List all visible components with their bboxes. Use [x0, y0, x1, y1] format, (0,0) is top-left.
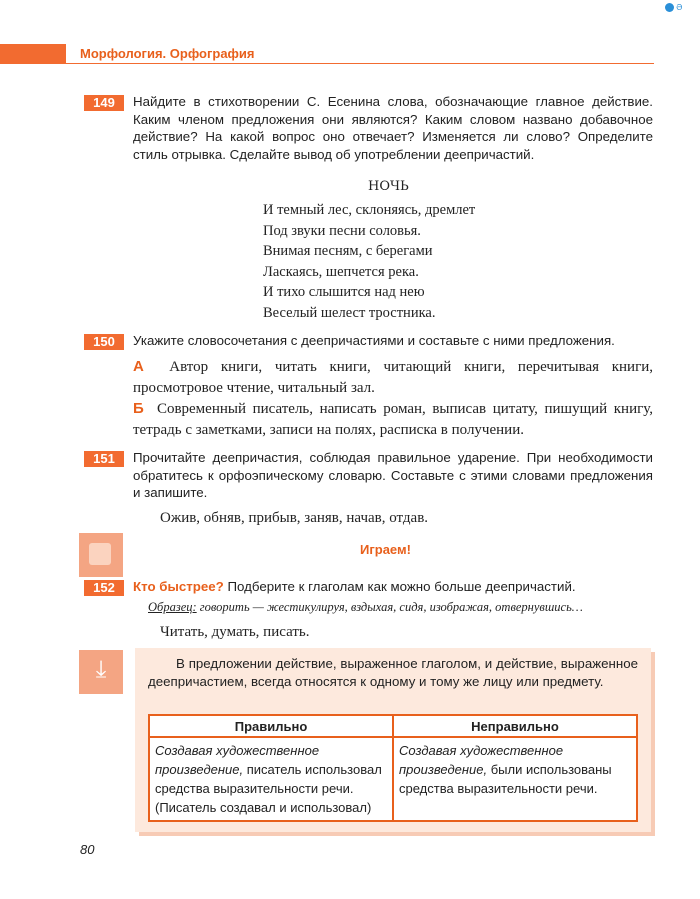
task-152-text: Кто быстрее? Подберите к глаголам как можно больше деепричастий.: [133, 579, 576, 594]
poem-line: И темный лес, склоняясь, дремлет: [263, 202, 476, 218]
task-number-149: 149: [84, 95, 124, 111]
sample-label: Образец:: [148, 600, 197, 614]
task-152-words: Читать, думать, писать.: [160, 624, 310, 640]
task-number-152: 152: [84, 580, 124, 596]
poem-line: Под звуки песни соловья.: [263, 222, 421, 239]
task-152-sample: Образец: говорить — жестикулируя, вздыхая, сидя, изображая, отвернувшись…: [148, 600, 583, 614]
variant-a-label: А: [133, 358, 144, 375]
poem: [263, 200, 475, 323]
variant-a-text: Автор книги, читать книги, читающий книги, перечитывая книги, просмотровое чтение, читальный зал.: [133, 359, 654, 396]
example-right: Создавая художественное произведение, писатель использовал средства выразительности речи. (Писатель создавал и использовал): [149, 737, 393, 821]
task-number-150: 150: [84, 334, 124, 350]
variant-b-label: Б: [133, 400, 144, 417]
task-150-a: [133, 356, 653, 399]
task-150-b: [133, 398, 653, 441]
rule-note-text: В предложении действие, выраженное глаголом, и действие, выраженное деепричастием, всегда относятся к одному и тому же лицу или предмету.: [148, 656, 638, 689]
rule-table: [148, 714, 638, 822]
game-title: Играем!: [360, 542, 411, 557]
col-header-wrong: Неправильно: [393, 715, 637, 737]
task-number-151: 151: [84, 451, 124, 467]
task-152-lead: Кто быстрее?: [133, 579, 224, 594]
task-151-text: Прочитайте деепричастия, соблюдая правильное ударение. При необходимости обратитесь к орфоэпическому словарю. Составьте с этими словами предложения и запишите.: [133, 450, 653, 500]
section-title: Морфология. Орфография: [80, 46, 255, 61]
task-150-text: Укажите словосочетания с деепричастиями и составьте с ними предложения.: [133, 333, 615, 348]
page-number: 80: [80, 842, 95, 857]
download-icon: ⤓: [79, 650, 123, 694]
header-bar: [0, 44, 66, 64]
poem-title: НОЧЬ: [368, 179, 409, 194]
poem-line: И тихо слышится над нею: [263, 284, 425, 300]
task-149-text: Найдите в стихотворении С. Есенина слова, обозначающие главное действие. Каким членом предложения они являются? Каким словом названо добавочное действие? На какой вопрос оно отвечает? Изменяется ли слово? Определите стиль отрывка. Сделайте вывод об употреблении деепричастий.: [133, 94, 653, 162]
puzzle-icon: [79, 533, 123, 577]
publisher-logo: Ә: [665, 3, 695, 17]
logo-icon: [665, 3, 674, 12]
header-rule: [66, 63, 654, 64]
example-wrong: Создавая художественное произведение, были использованы средства выразительности речи.: [393, 737, 637, 821]
task-151-words: Ожив, обняв, прибыв, заняв, начав, отдав.: [160, 510, 429, 526]
poem-line: Веселый шелест тростника.: [263, 304, 436, 321]
col-header-right: Правильно: [149, 715, 393, 737]
poem-line: Внимая песням, с берегами: [263, 243, 433, 259]
variant-b-text: Современный писатель, написать роман, выписав цитату, пишущий книгу, тетрадь с заметками, записи на полях, расписка в получении.: [133, 401, 653, 438]
poem-line: Ласкаясь, шепчется река.: [263, 263, 419, 280]
